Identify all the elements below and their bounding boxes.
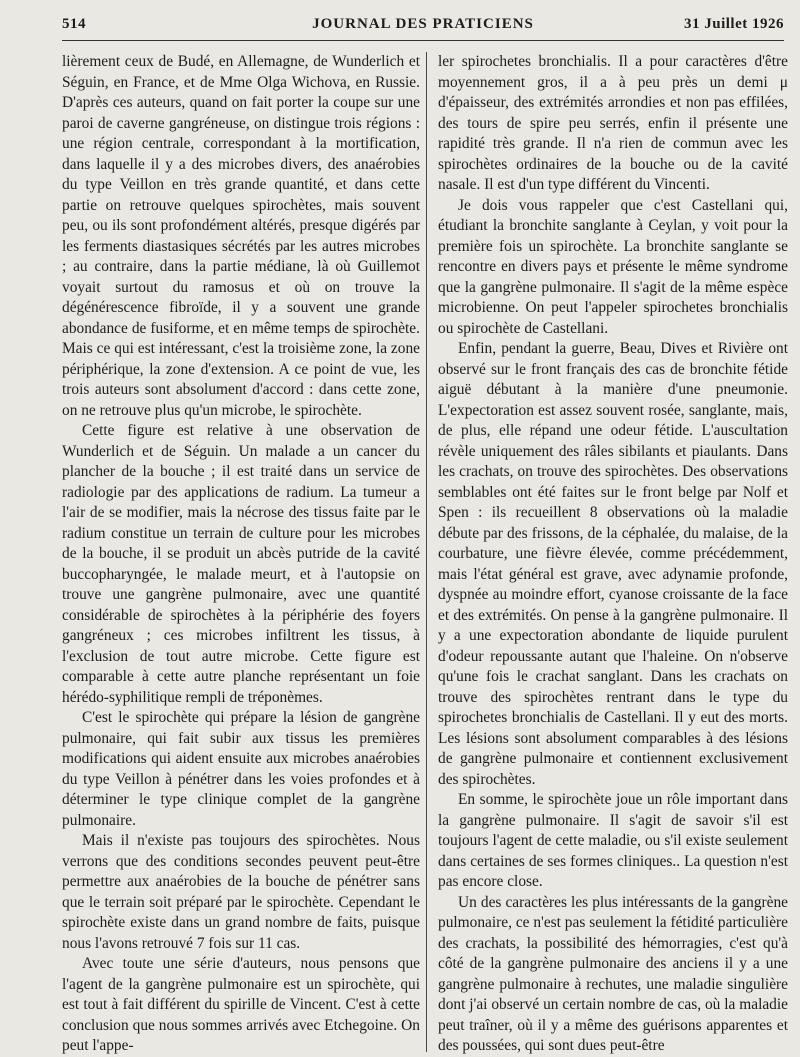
paragraph: En somme, le spirochète joue un rôle important dans la gangrène pulmonaire. Il s'agit de savoir s'il est toujours l'agent de cette maladie, ou s'il existe seulement dans certaines de ses formes cliniques.. La question n'est pas encore close. xyxy=(438,791,788,890)
journal-title: JOURNAL DES PRATICIENS xyxy=(312,16,534,32)
header-rule xyxy=(62,40,784,41)
paragraph: Cette figure est relative à une observation de Wunderlich et de Séguin. Un malade a un cancer du plancher de la bouche ; il est traité dans un service de radiologie par des applications de radium. La tumeur a l'air de se modifier, mais la nécrose des tissus faite par le radium constitue un terrain de culture pour les microbes de la bouche, il se produit un abcès putride de la cavité buccopharyngée, le malade meurt, et à l'autopsie on trouve une gangrène pulmonaire, avec une quantité considérable de spirochètes à la périphérie des foyers gangréneux ; ces microbes infiltrent les tissus, à l'exclusion de tout autre microbe. Cette figure est comparable à cette autre planche représentant un foie hérédo-syphilitique rempli de tréponèmes. xyxy=(62,422,420,706)
right-column xyxy=(438,52,788,1057)
paragraph: ler spirochetes bronchialis. Il a pour caractères d'être moyennement gros, il a à peu près un demi μ d'épaisseur, des extrémités arrondies et non pas effilées, des tours de spire peu serrés, enfin il présente une rapidité très grande. Il n'a rien de commun avec les spirochètes ordinaires de la bouche ou de la cavité nasale. Il est d'un type différent du Vincenti. xyxy=(438,53,788,193)
paragraph: Je dois vous rappeler que c'est Castellani qui, étudiant la bronchite sanglante à Ceylan, y voit pour la première fois un spirochète. La bronchite sanglante se rencontre en divers pays et présente le même syndrome que la gangrène pulmonaire. Il s'agit de la même espèce microbienne. On peut l'appeler spirochetes bronchialis ou spirochète de Castellani. xyxy=(438,196,788,337)
paragraph: C'est le spirochète qui prépare la lésion de gangrène pulmonaire, qui fait subir aux tissus les premières modifications qui aident ensuite aux microbes anaérobies du type Veillon à pénétrer dans les voies profondes et à déterminer le type clinique complet de la gangrène pulmonaire. xyxy=(62,709,420,829)
column-divider xyxy=(426,52,427,1052)
issue-date: 31 Juillet 1926 xyxy=(684,16,784,32)
left-column xyxy=(62,52,420,1057)
paragraph: lièrement ceux de Budé, en Allemagne, de Wunderlich et Séguin, en France, et de Mme Olga Wichova, en Russie. D'après ces auteurs, quand on fait porter la coupe sur une paroi de caverne gangréneuse, on distingue trois régions : une région centrale, correspondant à la mortification, dans laquelle il y a des microbes divers, des anaérobies du type Veillon en très grande quantité, et dans cette partie on retrouve quelques spirochètes, mais souvent peu, ou ils sont profondément altérés, presque digérés par les ferments diastasiques sécrétés par les autres microbes ; au contraire, dans la partie médiane, là où Guillemot voyait surtout du ramosus et où on trouve la dégénérescence fibroïde, il y a souvent une grande abondance de fusiforme, et en même temps de spirochète. Mais ce qui est intéressant, c'est la troisième zone, la zone périphérique, la zone d'extension. A ce point de vue, les trois auteurs sont absolument d'accord : dans cette zone, on ne retrouve plus qu'un microbe, le spirochète. xyxy=(62,53,420,419)
page-number: 514 xyxy=(62,16,86,32)
paragraph: Enfin, pendant la guerre, Beau, Dives et Rivière ont observé sur le front français des cas de bronchite fétide aiguë débutant à la manière d'une pneumonie. L'expectoration est assez souvent rosée, sanglante, mais, de plus, elle répand une odeur fétide. L'auscultation révèle uniquement des râles sibilants et piaulants. Dans les crachats, on trouve des spirochètes. Des observations semblables ont été faites sur le front belge par Nolf et Spen : ils recueillent 8 observations où la maladie débute par des frissons, de la céphalée, du malaise, de la courbature, une fièvre élevée, comme précédemment, mais l'état général est grave, avec adynamie profonde, dyspnée au moindre effort, cyanose croissante de la face et des extrémités. On pense à la gangrène pulmonaire. Il y a une expectoration abondante de liquide purulent d'odeur repoussante autant que l'haleine. On n'observe qu'une fois le crachat sanglant. Dans les crachats on trouve des spirochètes rentrant dans le type du spirochetes bronchialis de Castellani. Il y eut des morts. Les lésions sont absolument comparables à des lésions de gangrène pulmonaire et contiennent exclusivement des spirochètes. xyxy=(438,340,788,788)
paragraph: Mais il n'existe pas toujours des spirochètes. Nous verrons que des conditions secondes peuvent peut-être permettre aux anaérobies de la bouche de pénétrer sans que le terrain soit préparé par le spirochète. Cependant le spirochète existe dans un grand nombre de faits, puisque nous l'avons retrouvé 7 fois sur 11 cas. xyxy=(62,832,420,952)
paragraph: Un des caractères les plus intéressants de la gangrène pulmonaire, ce n'est pas seulement la fétidité particulière des crachats, la possibilité des hémorragies, c'est qu'à côté de la gangrène pulmonaire des anciens il y a une gangrène pulmonaire à rechutes, une maladie singulière dont j'ai observé un certain nombre de cas, où la maladie peut traîner, où il y a même des guérisons apparentes et des poussées, qui sont dues peut-être xyxy=(438,893,788,1054)
page-header xyxy=(62,16,784,38)
paragraph: Avec toute une série d'auteurs, nous pensons que l'agent de la gangrène pulmonaire est un spirochète, qui est tout à fait différent du spirille de Vincent. C'est à cette conclusion que nous sommes arrivés avec Etchegoine. On peut l'appe- xyxy=(62,955,420,1054)
